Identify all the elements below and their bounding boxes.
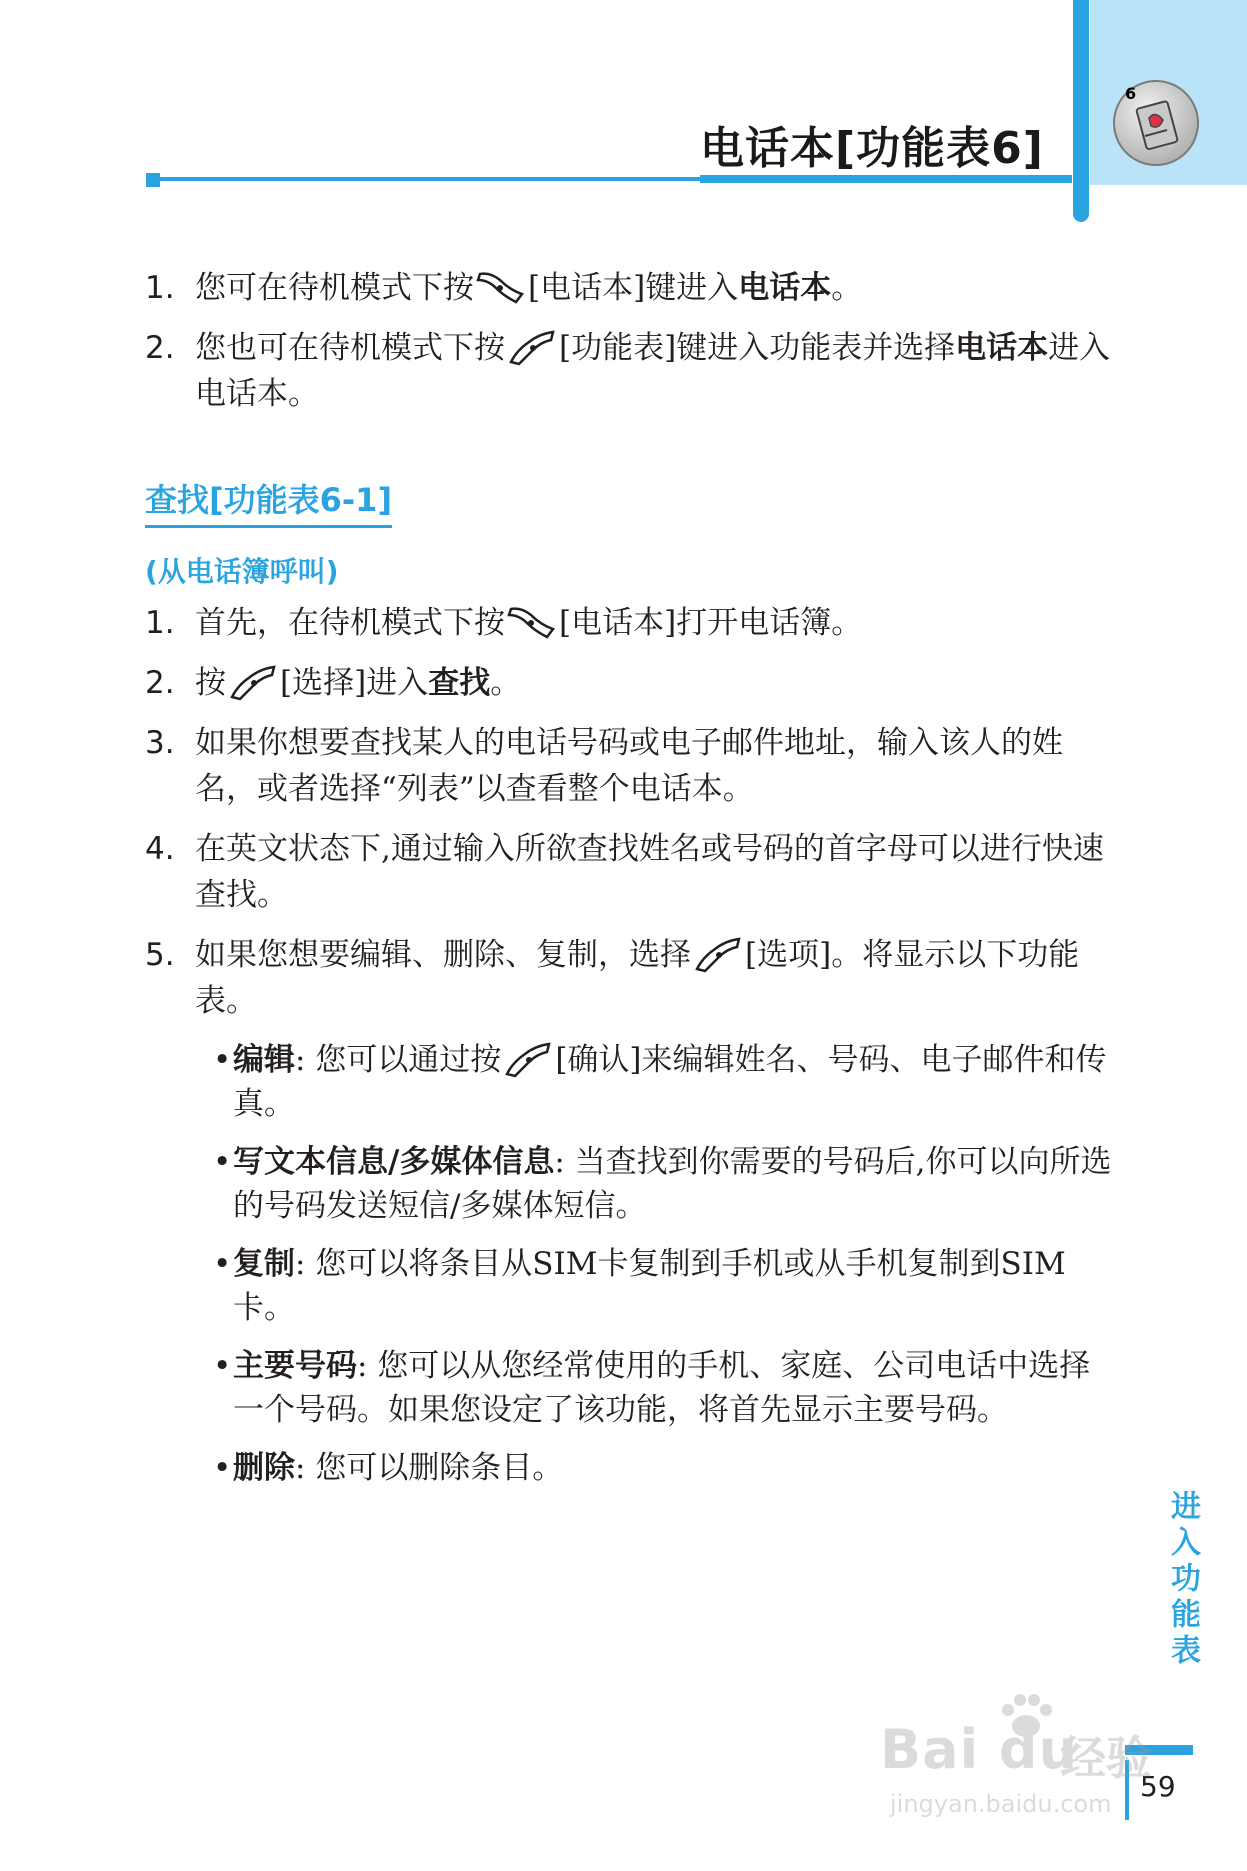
section-subheading: (从电话簿呼叫)	[145, 555, 339, 588]
step-item-5: 5. 如果您想要编辑、删除、复制，选择 [选项]。将显示以下功能表。	[145, 937, 1080, 1019]
side-tab-label: 进入功能表	[1165, 1490, 1200, 1670]
section-heading: 查找[功能表6-1]	[145, 475, 392, 528]
option-item-copy: • 复制: 您可以将条目从SIM卡复制到手机或从手机复制到SIM卡。	[145, 1242, 1115, 1330]
header-rule-accent	[700, 175, 1072, 183]
bullet-dot: •	[213, 1450, 232, 1486]
bullet-dot: •	[213, 1246, 232, 1282]
bullet-dot: •	[213, 1348, 232, 1384]
watermark-logo: Bai du	[880, 1718, 1079, 1781]
page-title: 电话本[功能表6]	[700, 123, 1044, 174]
chapter-number: 6	[1125, 84, 1137, 103]
watermark-url: jingyan.baidu.com	[890, 1790, 1112, 1818]
phonebook-icon	[1131, 98, 1185, 152]
edge-accent-bar	[1073, 0, 1089, 222]
watermark	[880, 1690, 1180, 1830]
option-item-edit: • 编辑: 您可以通过按 [确认]来编辑姓名、号码、电子邮件和传真。	[145, 1038, 1115, 1126]
bullet-dot: •	[213, 1144, 232, 1180]
option-item-message: • 写文本信息/多媒体信息: 当查找到你需要的号码后,你可以向所选的号码发送短信/多媒体短信。	[145, 1140, 1115, 1228]
left-soft-key-icon	[228, 663, 278, 701]
step-item-3: 3. 如果你想要查找某人的电话号码或电子邮件地址，输入该人的姓名，或者选择“列表”以查看整个电话本。	[145, 725, 1063, 807]
main-content	[145, 265, 1115, 1504]
header-rule-marker	[146, 173, 160, 187]
bullet-dot: •	[213, 1042, 232, 1078]
right-soft-key-icon	[507, 603, 557, 641]
step-item-4: 4. 在英文状态下,通过输入所欲查找姓名或号码的首字母可以进行快速查找。	[145, 831, 1104, 913]
left-soft-key-icon	[693, 935, 743, 973]
step-item-1: 1. 首先，在待机模式下按 [电话本]打开电话簿。	[145, 605, 863, 641]
right-soft-key-icon	[476, 268, 526, 306]
chapter-badge	[1113, 80, 1199, 166]
left-soft-key-icon	[503, 1040, 553, 1078]
option-item-delete: • 删除: 您可以删除条目。	[145, 1446, 1115, 1490]
intro-item-1: 1. 您可在待机模式下按 [电话本]键进入电话本。	[145, 270, 863, 306]
intro-item-2: 2. 您也可在待机模式下按 [功能表]键进入功能表并选择电话本进入电话本。	[145, 330, 1111, 412]
step-item-2: 2. 按 [选择]进入查找。	[145, 665, 522, 701]
page-number: 59	[1140, 1770, 1176, 1803]
watermark-cn: 经验	[1060, 1731, 1152, 1785]
option-item-main-number: • 主要号码: 您可以从您经常使用的手机、家庭、公司电话中选择一个号码。如果您设定了该功能，将首先显示主要号码。	[145, 1344, 1115, 1432]
option-list	[145, 1038, 1115, 1490]
left-soft-key-icon	[507, 328, 557, 366]
